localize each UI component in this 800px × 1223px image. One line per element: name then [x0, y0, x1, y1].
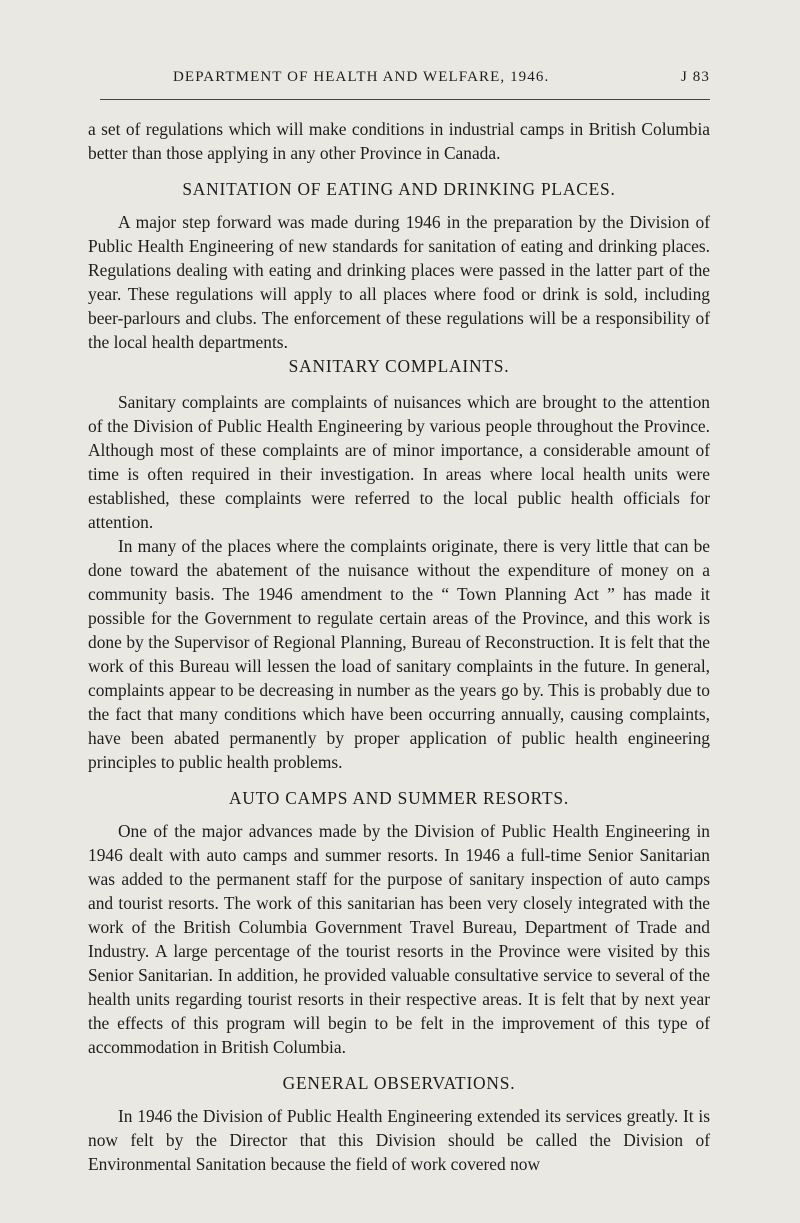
- paragraph: In 1946 the Division of Public Health Engineering extended its services greatly. It is now felt by the Director that this Division should be called the Division of Environmental Sanitation because the field of work covered now: [88, 1106, 710, 1174]
- section-heading-sanitary-complaints: SANITARY COMPLAINTS.: [288, 356, 510, 376]
- paragraph: A major step forward was made during 1946 in the preparation by the Division of Public Health Engineering of new standards for sanitation of eating and drinking places. Regulations dealing with eating and drinking places were passed in the latter part of the year. These regulations will apply to all places where food or drink is sold, including beer-parlours and clubs. The enforcement of these regulations will be a responsibility of the local health departments.: [88, 212, 710, 352]
- section-heading-eating-drinking: SANITATION OF EATING AND DRINKING PLACES.: [182, 179, 616, 199]
- body-text: [88, 117, 710, 1176]
- header-title: DEPARTMENT OF HEALTH AND WELFARE, 1946.: [173, 69, 550, 85]
- paragraph: Sanitary complaints are complaints of nuisances which are brought to the attention of the Division of Public Health Engineering by various people throughout the Province. Although most of these complaints are of minor importance, a considerable amount of time is often required in their investigation. In areas where local health units were established, these complaints were referred to the local public health officials for attention.: [88, 392, 710, 532]
- page-number: J 83: [681, 69, 710, 85]
- continued-paragraph: a set of regulations which will make conditions in industrial camps in British Columbia better than those applying in any other Province in Canada.: [88, 119, 710, 163]
- section-heading-general-observations: GENERAL OBSERVATIONS.: [282, 1073, 516, 1093]
- paragraph: In many of the places where the complaints originate, there is very little that can be done toward the abatement of the nuisance without the expenditure of money on a community basis. The 1946 amendment to the “ Town Planning Act ” has made it possible for the Government to regulate certain areas of the Province, and this work is done by the Supervisor of Regional Planning, Bureau of Reconstruction. It is felt that the work of this Bureau will lessen the load of sanitary complaints in the future. In general, complaints appear to be decreasing in number as the years go by. This is probably due to the fact that many conditions which have been occurring annually, causing complaints, have been abated permanently by proper application of public health engineering principles to public health problems.: [88, 536, 710, 772]
- running-header: [100, 69, 710, 93]
- section-heading-auto-camps: AUTO CAMPS AND SUMMER RESORTS.: [228, 788, 570, 808]
- header-rule: [100, 99, 710, 100]
- paragraph: One of the major advances made by the Division of Public Health Engineering in 1946 dealt with auto camps and summer resorts. In 1946 a full-time Senior Sanitarian was added to the permanent staff for the purpose of sanitary inspection of auto camps and tourist resorts. The work of this sanitarian has been very closely integrated with the work of the British Columbia Government Travel Bureau, Department of Trade and Industry. A large percentage of the tourist resorts in the Province were visited by this Senior Sanitarian. In addition, he provided valuable consultative service to several of the health units regarding tourist resorts in their respective areas. It is felt that by next year the effects of this program will begin to be felt in the improvement of this type of accommodation in British Columbia.: [88, 821, 710, 1057]
